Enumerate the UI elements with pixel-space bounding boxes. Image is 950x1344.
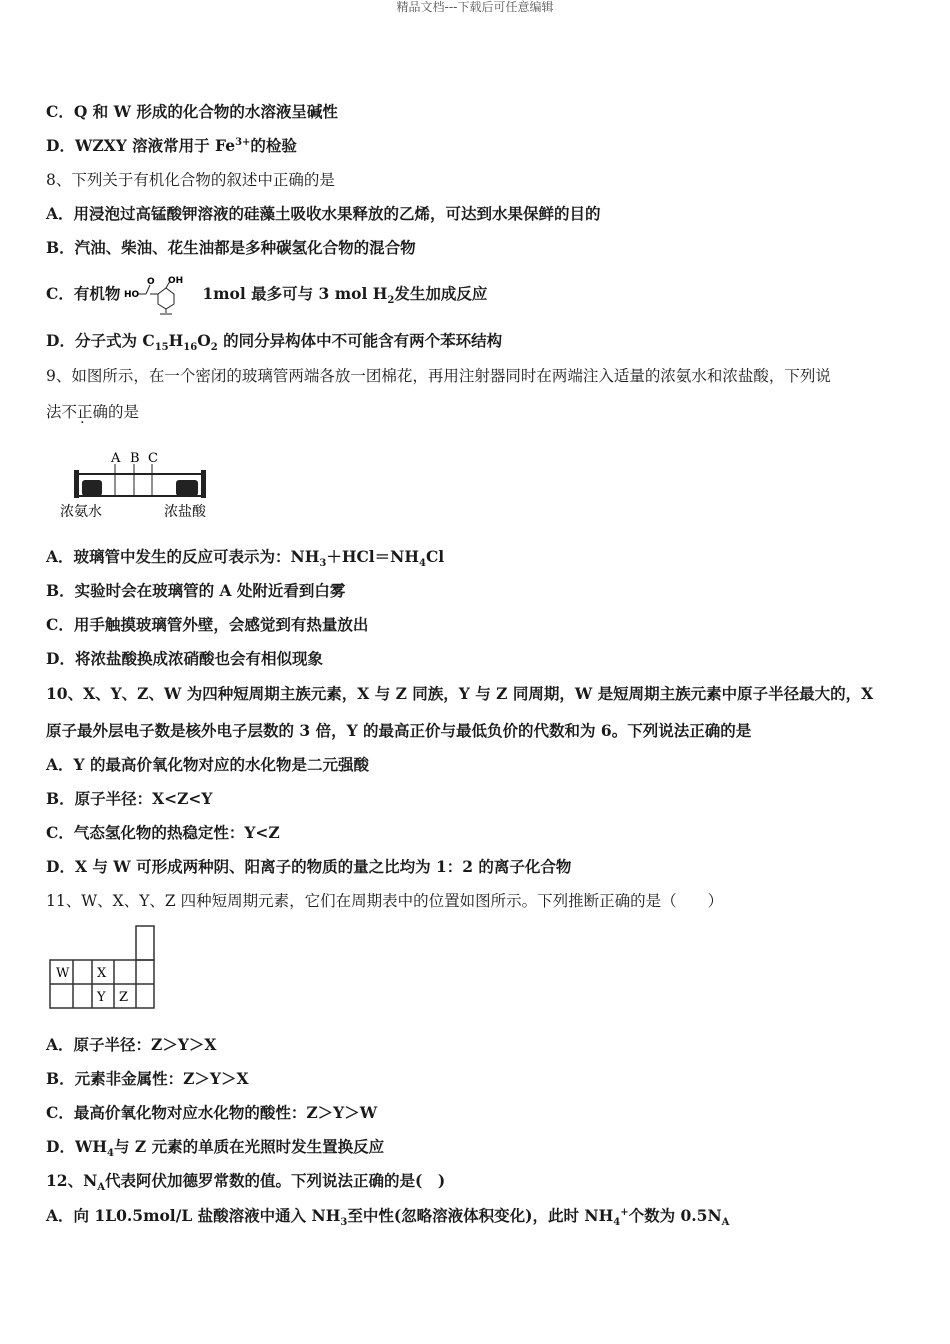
q8-d-s1: 15 [154,342,169,354]
pt-cell-y: Y [97,990,106,1005]
tube-right-label: 浓盐酸 [164,504,206,520]
pt-cell-z: Z [119,990,129,1005]
q8-c-text: C．有机物 [46,284,121,303]
q8-d-s3: 2 [210,342,218,354]
q8-d-t2: H [168,331,184,350]
q9-a-t1: A．玻璃管中发生的反应可表示为：NH [46,547,320,566]
q12-a-s2: 4 [613,1217,621,1229]
q8-d-t4: 的同分异构体中不可能含有两个苯环结构 [217,331,503,350]
q9-option-b: B．实验时会在玻璃管的 A 处附近看到白雾 [46,581,346,600]
tube-label-c: C [148,451,158,466]
q10-option-c: C．气态氢化物的热稳定性：Y<Z [46,823,280,842]
pt-cell-w: W [56,966,70,981]
tube-left-label: 浓氨水 [60,504,102,520]
q12-a-s1: 3 [340,1217,348,1229]
q12-a-t3: 个数为 0.5N [628,1206,722,1225]
q7-option-d [46,136,297,156]
organic-structure-image [122,275,200,315]
q9-option-d: D．将浓盐酸换成浓硝酸也会有相似现象 [46,649,323,668]
q10-option-b: B．原子半径：X<Z<Y [46,789,213,808]
q11-option-d [46,1137,385,1160]
q8-d-t1: D．分子式为 C [46,331,155,350]
q9-a-t3: Cl [425,547,445,566]
q8-stem-text: 8、下列关于有机化合物的叙述中正确的是 [46,171,335,189]
q8-d-t3: O [197,331,211,350]
q8-option-d [46,331,503,354]
q9-stem-line2 [46,402,139,422]
q9-option-c: C．用手触摸玻璃管外壁，会感觉到有热量放出 [46,615,369,634]
q8-option-b: B．汽油、柴油、花生油都是多种碳氢化合物的混合物 [46,238,416,257]
q12-a-t1: A．向 1L0.5mol/L 盐酸溶液中通入 NH [46,1206,341,1225]
q9-emphasis: 不正确 [61,403,109,421]
q11-option-a: A．原子半径：Z＞Y＞X [46,1035,217,1054]
q12-t2: 代表阿伏加德罗常数的值。下列说法正确的是( ) [105,1171,446,1190]
structure-o-label: O [147,277,155,287]
q8-option-a: A．用浸泡过高锰酸钾溶液的硅藻土吸收水果释放的乙烯，可达到水果保鲜的目的 [46,204,601,223]
q9-a-t2: ＋HCl＝NH [326,547,419,566]
q11-d-t2: 与 Z 元素的单质在光照时发生置换反应 [113,1137,385,1156]
q9-option-a [46,547,445,570]
q7-d-text: D．WZXY 溶液常用于 Fe [46,136,236,155]
pt-cell-x: X [97,966,107,981]
q9-a-s1: 3 [319,558,327,570]
q9-stem-line1 [46,366,831,386]
q11-d-s1: 4 [107,1148,114,1160]
tube-label-b: B [130,451,140,466]
q9-stem-t3: 的是 [108,403,140,421]
q12-s1: A [97,1182,106,1194]
q9-stem-text: 9、如图所示，在一个密闭的玻璃管两端各放一团棉花，再用注射器同时在两端注入适量的浓氨水和浓盐酸，下列说 [46,367,831,385]
q11-d-t1: D．WH [46,1137,107,1156]
tube-label-a: A [111,451,121,466]
q8-c-text2: 1mol 最多可与 3 mol H [202,284,388,303]
q7-option-c: C．Q 和 W 形成的化合物的水溶液呈碱性 [46,102,338,121]
q7-d-text2: 的检验 [250,136,297,155]
q12-a-t2: 至中性(忽略溶液体积变化)，此时 NH [347,1206,614,1225]
q10-option-d: D．X 与 W 可形成两种阴、阳离子的物质的量之比均为 1：2 的离子化合物 [46,857,572,876]
q10-stem-line1: 10、X、Y、Z、W 为四种短周期主族元素，X 与 Z 同族，Y 与 Z 同周期，W 是短周期主族元素中原子半径最大的，X [46,684,874,703]
q9-stem-t1: 法 [46,403,62,421]
q12-a-s3: A [721,1217,730,1229]
q12-t1: 12、N [46,1171,98,1190]
glass-tube-figure [60,450,220,522]
q8-stem [46,170,335,190]
q12-stem [46,1171,446,1194]
q12-a-sup: + [620,1206,629,1218]
q11-stem-text: 11、W、X、Y、Z 四种短周期元素，它们在周期表中的位置如图所示。下列推断正确的是（ ） [46,892,724,910]
q8-c-sub: 2 [387,295,395,307]
page-header: 精品文档---下载后可任意编辑 [396,0,554,14]
q10-option-a: A．Y 的最高价氧化物对应的水化物是二元强酸 [46,755,369,774]
q12-option-a [46,1206,730,1229]
structure-oh-label: OH [168,276,184,286]
q8-c-text3: 发生加成反应 [394,284,488,303]
structure-ho-label: HO [124,290,140,300]
q10-stem-line2: 原子最外层电子数是核外电子层数的 3 倍，Y 的最高正价与最低负价的代数和为 6。下列说法正确的是 [46,721,752,740]
q8-option-c [46,274,487,315]
q7-d-sup: 3+ [235,136,251,148]
q11-option-c: C．最高价氧化物对应水化物的酸性：Z＞Y＞W [46,1103,378,1122]
q11-option-b: B．元素非金属性：Z＞Y＞X [46,1069,249,1088]
q11-stem [46,891,723,911]
q8-d-s2: 16 [183,342,198,354]
q9-a-s2: 4 [419,558,426,570]
periodic-table-figure [46,924,158,1014]
